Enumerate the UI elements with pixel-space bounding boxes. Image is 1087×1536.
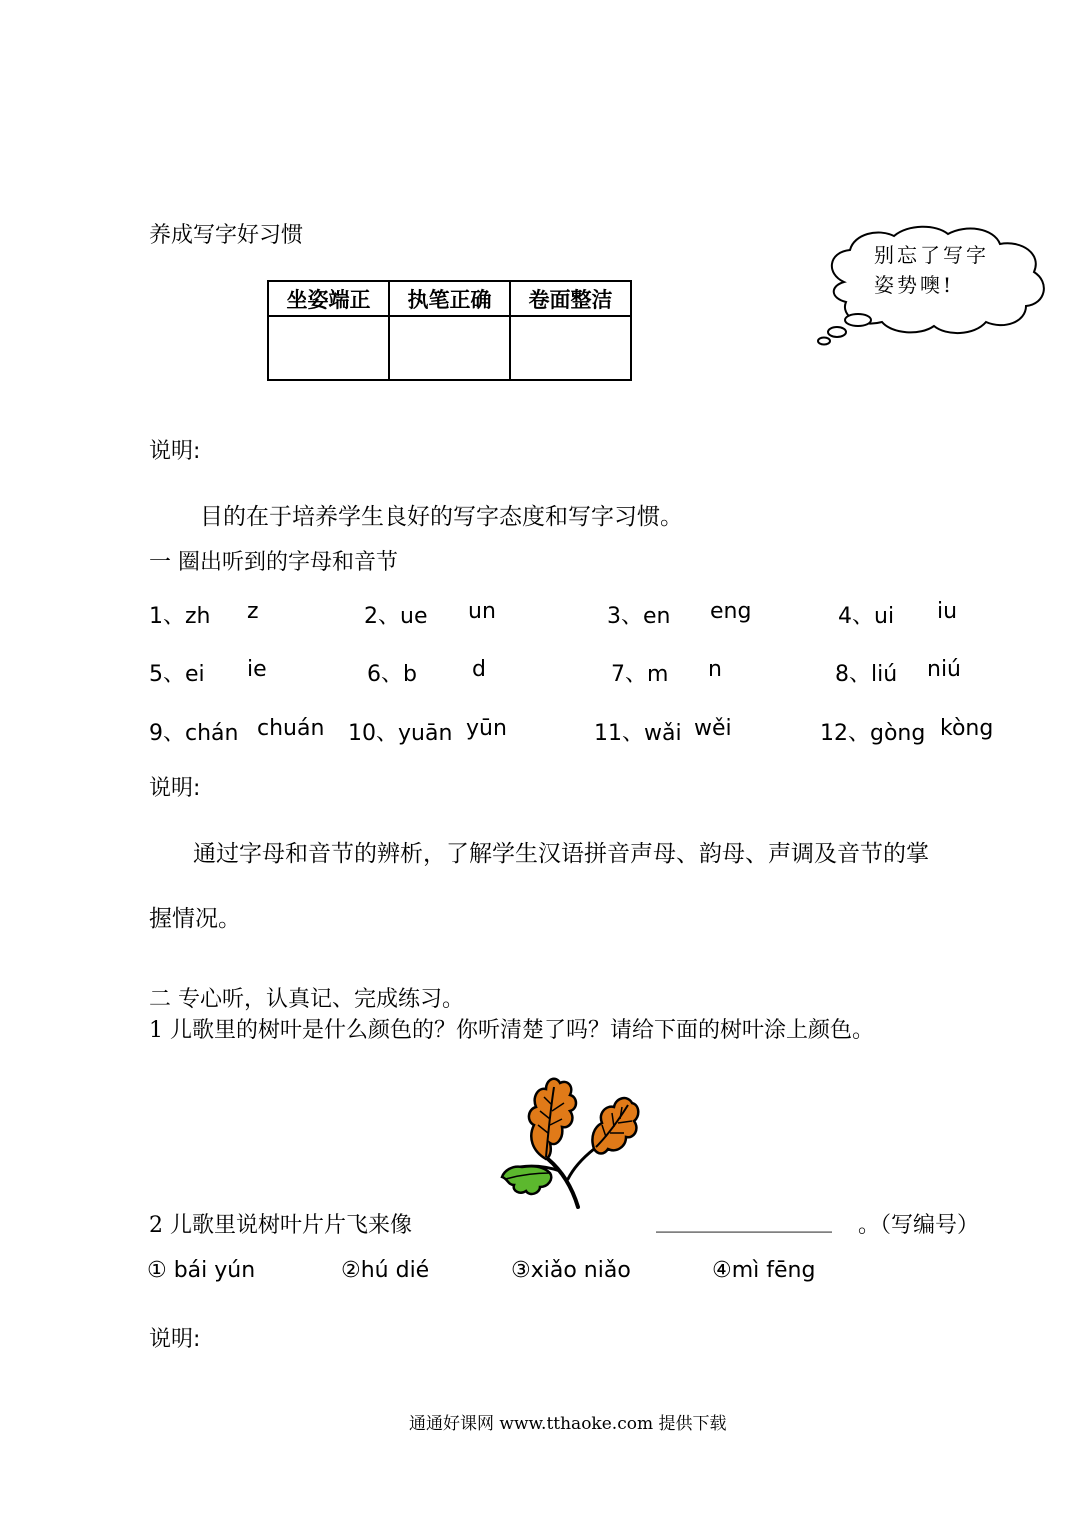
section-title-1: 一 圈出听到的字母和音节 bbox=[149, 550, 398, 575]
note-text: 通过字母和音节的辨析，了解学生汉语拼音声母、韵母、声调及音节的掌 bbox=[193, 841, 929, 867]
table-cell bbox=[268, 316, 389, 380]
question-1: 1 儿歌里的树叶是什么颜色的？你听清楚了吗？请给下面的树叶涂上颜色。 bbox=[149, 1018, 874, 1043]
note-label: 说明: bbox=[149, 439, 201, 464]
pinyin-item-a: 1、zh bbox=[149, 604, 211, 629]
pinyin-item-b: yūn bbox=[466, 716, 507, 741]
section-title-habit: 养成写字好习惯 bbox=[149, 223, 304, 248]
pinyin-item-b: n bbox=[708, 657, 722, 682]
answer-blank: ________________ bbox=[656, 1208, 832, 1233]
pinyin-item-a: 4、ui bbox=[838, 604, 895, 629]
table-cell bbox=[389, 316, 510, 380]
table-header-neat: 卷面整洁 bbox=[510, 281, 631, 316]
footer-text: 通通好课网 www.tthaoke.com 提供下载 bbox=[409, 1414, 727, 1434]
option-item: ③xiǎo niǎo bbox=[511, 1258, 631, 1283]
option-item: ④mì fēng bbox=[712, 1258, 816, 1283]
note-text: 目的在于培养学生良好的写字态度和写字习惯。 bbox=[200, 504, 683, 530]
note-label: 说明: bbox=[149, 776, 201, 801]
pinyin-row-1 bbox=[0, 599, 1087, 629]
options-row bbox=[0, 1258, 1087, 1288]
habit-table bbox=[267, 280, 632, 381]
pinyin-item-a: 12、gòng bbox=[820, 721, 926, 746]
pinyin-item-b: eng bbox=[710, 599, 752, 624]
pinyin-row-3 bbox=[0, 716, 1087, 746]
pinyin-item-b: z bbox=[247, 599, 259, 624]
pinyin-item-b: chuán bbox=[257, 716, 325, 741]
pinyin-item-a: 5、ei bbox=[149, 662, 205, 687]
pinyin-item-b: kòng bbox=[940, 716, 994, 741]
pinyin-item-b: d bbox=[472, 657, 486, 682]
question-2: 2 儿歌里说树叶片片飞来像 bbox=[149, 1213, 412, 1238]
pinyin-item-a: 11、wǎi bbox=[594, 721, 682, 746]
pinyin-item-a: 3、en bbox=[607, 604, 671, 629]
section-title-2: 二 专心听，认真记、完成练习。 bbox=[149, 987, 464, 1012]
leaf-illustration bbox=[498, 1075, 640, 1209]
pinyin-item-b: ie bbox=[247, 657, 267, 682]
option-item: ① bái yún bbox=[147, 1258, 256, 1283]
pinyin-item-b: un bbox=[468, 599, 496, 624]
pinyin-item-a: 6、b bbox=[367, 662, 417, 687]
bubble-text bbox=[874, 240, 1014, 300]
option-item: ②hú dié bbox=[341, 1258, 430, 1283]
pinyin-item-a: 8、liú bbox=[835, 662, 898, 687]
pinyin-item-b: niú bbox=[927, 657, 961, 682]
table-header-sitting: 坐姿端正 bbox=[268, 281, 389, 316]
question-2-suffix: 。（写编号） bbox=[858, 1213, 980, 1238]
table-header-pen: 执笔正确 bbox=[389, 281, 510, 316]
table-cell bbox=[510, 316, 631, 380]
pinyin-row-2 bbox=[0, 657, 1087, 687]
pinyin-item-b: iu bbox=[937, 599, 958, 624]
note-label: 说明: bbox=[149, 1327, 201, 1352]
bubble-line: 姿势噢! bbox=[874, 273, 955, 297]
pinyin-item-b: wěi bbox=[694, 716, 732, 741]
pinyin-item-a: 2、ue bbox=[364, 604, 428, 629]
note-text-cont: 握情况。 bbox=[149, 906, 241, 932]
pinyin-item-a: 7、m bbox=[611, 662, 669, 687]
pinyin-item-a: 10、yuān bbox=[348, 721, 453, 746]
bubble-line: 别忘了写字 bbox=[874, 243, 989, 267]
pinyin-item-a: 9、chán bbox=[149, 721, 239, 746]
